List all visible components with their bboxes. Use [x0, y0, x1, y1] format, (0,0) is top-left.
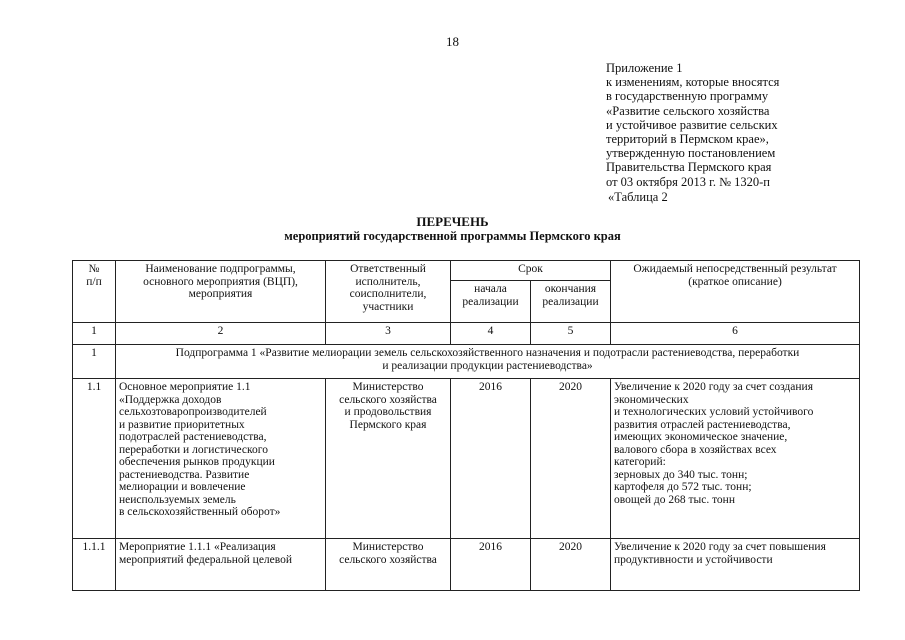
row-name: Основное мероприятие 1.1 «Поддержка доходов сельхозтоваропроизводителей и развитие приоритетных подотраслей растениеводства, переработки и логистического обеспечения рынков продукции растениеводства. Развитие мелиорации и вовлечение неиспользуемых земель в сельскохозяйственный оборот» [116, 379, 326, 539]
table-row [73, 539, 860, 591]
column-numbers-row [73, 323, 860, 345]
appendix-line: территорий в Пермском крае», [606, 132, 769, 147]
appendix-note [606, 61, 779, 189]
header-row [73, 261, 860, 281]
col-number: 4 [451, 323, 531, 345]
title-main: ПЕРЕЧЕНЬ [416, 214, 489, 229]
col-number: 1 [73, 323, 116, 345]
appendix-line: в государственную программу [606, 89, 769, 104]
row-result: Увеличение к 2020 году за счет создания экономических и технологических условий устойчивого развития отраслей растениеводства, имеющих экономическое значение, валового сбора в хозяйствах всех категорий: зерновых до 340 тыс. тонн; картофеля до 572 тыс. тонн; овощей до 268 тыс. тонн [611, 379, 860, 539]
appendix-line: и устойчивое развитие сельских [606, 117, 778, 132]
appendix-line: «Развитие сельского хозяйства [606, 103, 770, 118]
header-result: Ожидаемый непосредственный результат (краткое описание) [611, 261, 860, 323]
measures-table [72, 260, 860, 591]
document-title [0, 214, 905, 244]
subprogram-num: 1 [73, 345, 116, 379]
appendix-line: утвержденную постановлением [606, 146, 776, 161]
row-end: 2020 [531, 379, 611, 539]
header-start: начала реализации [451, 281, 531, 323]
header-name: Наименование подпрограммы, основного мероприятия (ВЦП), мероприятия [116, 261, 326, 323]
row-num: 1.1.1 [73, 539, 116, 591]
page-number: 18 [446, 34, 459, 49]
row-executor: Министерство сельского хозяйства [326, 539, 451, 591]
header-end: окончания реализации [531, 281, 611, 323]
row-result: Увеличение к 2020 году за счет повышения продуктивности и устойчивости [611, 539, 860, 591]
title-sub: мероприятий государственной программы Пермского края [284, 229, 621, 243]
header-executor: Ответственный исполнитель, соисполнители, участники [326, 261, 451, 323]
col-number: 2 [116, 323, 326, 345]
table-reference: «Таблица 2 [608, 190, 668, 204]
subprogram-title: Подпрограмма 1 «Развитие мелиорации земель сельскохозяйственного назначения и подотрасли растениеводства, переработки и реализации продукции растениеводства» [116, 345, 860, 379]
col-number: 3 [326, 323, 451, 345]
appendix-line: Приложение 1 [606, 61, 683, 75]
header-num: № п/п [73, 261, 116, 323]
row-name: Мероприятие 1.1.1 «Реализация мероприятий федеральной целевой [116, 539, 326, 591]
row-executor: Министерство сельского хозяйства и продовольствия Пермского края [326, 379, 451, 539]
subprogram-row [73, 345, 860, 379]
header-term: Срок [451, 261, 611, 281]
appendix-line: к изменениям, которые вносятся [606, 75, 780, 90]
row-start: 2016 [451, 539, 531, 591]
row-num: 1.1 [73, 379, 116, 539]
row-start: 2016 [451, 379, 531, 539]
col-number: 6 [611, 323, 860, 345]
col-number: 5 [531, 323, 611, 345]
appendix-line: Правительства Пермского края [606, 160, 772, 175]
table-row [73, 379, 860, 539]
appendix-line: от 03 октября 2013 г. № 1320-п [606, 174, 770, 189]
row-end: 2020 [531, 539, 611, 591]
